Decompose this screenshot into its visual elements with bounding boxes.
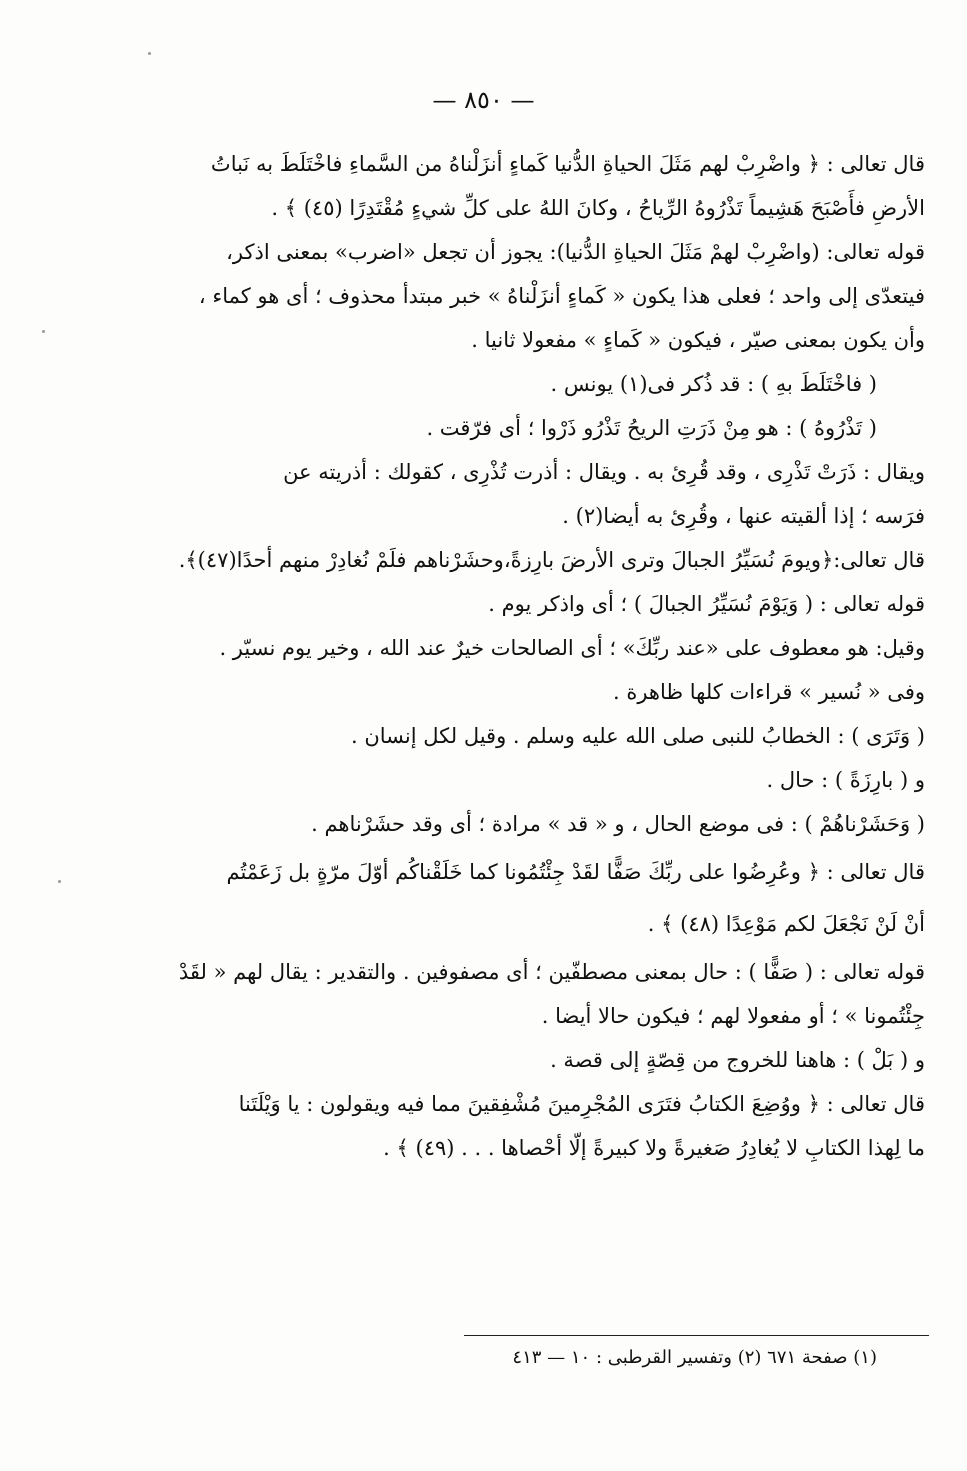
scan-speck bbox=[42, 330, 45, 333]
commentary-line: وقيل: هو معطوف على «عند ربِّكَ» ؛ أى الصالحات خيرٌ عند الله ، وخير يوم نسيّر . bbox=[219, 636, 925, 660]
commentary-line: وفى « نُسير » قراءات كلها ظاهرة . bbox=[612, 680, 925, 704]
commentary-line: وأن يكون بمعنى صيّر ، فيكون « كَماءٍ » مفعولا ثانيا . bbox=[471, 328, 925, 352]
verse-line: قال تعالى : ﴿ وعُرِضُوا على ربِّكَ صَفًّا لقَدْ جِئْتُمُونا كما خَلَقْناكُم أوّلَ مرّةٍ بل زَعَمْتُم bbox=[226, 860, 925, 884]
scan-speck bbox=[58, 880, 61, 883]
verse-line: ما لِهذا الكتابِ لا يُغادِرُ صَغيرةً ولا كبيرةً إلّا أحْصاها . . . (٤٩) ﴾ . bbox=[383, 1136, 925, 1160]
commentary-line: ويقال : ذَرَتْ تَذْرِى ، وقد قُرِئ به . ويقال : أذرت تُذْرِى ، كقولك : أذريته عن bbox=[283, 460, 925, 484]
commentary-line: جِئْتُمونا » ؛ أو مفعولا لهم ؛ فيكون حالا أيضا . bbox=[541, 1004, 925, 1028]
commentary-line: ( وَتَرَى ) : الخطابُ للنبى صلى الله عليه وسلم . وقيل لكل إنسان . bbox=[350, 724, 925, 748]
commentary-line: ( فاخْتَلَطَ بهِ ) : قد ذُكر فى(١) يونس . bbox=[550, 372, 877, 396]
verse-line: أنْ لَنْ نَجْعَلَ لكم مَوْعِدًا (٤٨) ﴾ . bbox=[647, 912, 925, 936]
verse-line: قال تعالى : ﴿ ووُضِعَ الكتابُ فتَرَى المُجْرِمينَ مُشْفِقينَ مما فيه ويقولون : يا وَيْلَتَنا bbox=[238, 1092, 925, 1116]
commentary-line: و ( بَلْ ) : هاهنا للخروج من قِصّةٍ إلى قصة . bbox=[550, 1048, 925, 1072]
commentary-line: و ( بارِزَةً ) : حال . bbox=[766, 768, 925, 792]
scan-speck bbox=[148, 52, 151, 55]
commentary-line: فرَسه ؛ إذا ألقيته عنها ، وقُرِئ به أيضا(٢) . bbox=[562, 504, 925, 528]
verse-line: الأرضِ فأَصْبَحَ هَشِيماً تَذْرُوهُ الرِّياحُ ، وكانَ اللهُ على كلِّ شيءٍ مُقْتَدِرًا (٤٥) ﴾ . bbox=[271, 196, 925, 220]
verse-line: قال تعالى:﴿ويومَ نُسَيِّرُ الجبالَ وترى الأرضَ بارِزةً،وحشَرْناهم فلَمْ نُغادِرْ منهم أحدًا(٤٧)﴾. bbox=[178, 548, 925, 572]
verse-line: قال تعالى : ﴿ واضْرِبْ لهم مَثَلَ الحياةِ الدُّنيا كَماءٍ أنزَلْناهُ من السَّماءِ فاخْتَلَطَ به نَباتُ bbox=[210, 152, 925, 176]
commentary-line: قوله تعالى: (واضْرِبْ لهمْ مَثَلَ الحياةِ الدُّنيا): يجوز أن تجعل «اضرب» بمعنى اذكر، bbox=[226, 240, 925, 264]
main-text bbox=[120, 142, 925, 1170]
page-number: — ٨٥٠ — bbox=[432, 86, 535, 114]
commentary-line: فيتعدّى إلى واحد ؛ فعلى هذا يكون « كَماءٍ أنزَلْناهُ » خبر مبتدأ محذوف ؛ أى هو كماء ، bbox=[198, 284, 925, 308]
commentary-line: ( وَحَشَرْناهُمْ ) : فى موضع الحال ، و « قد » مرادة ؛ أى وقد حشَرْناهم . bbox=[311, 812, 925, 836]
footnotes: (١) صفحة ٦٧١ (٢) وتفسير القرطبى : ١٠ — ٤١٣ bbox=[512, 1347, 877, 1368]
commentary-line: ( تَذْرُوهُ ) : هو مِنْ ذَرَتِ الريحُ تَذْرُو ذَرْوا ؛ أى فرّقت . bbox=[426, 416, 877, 440]
commentary-line: قوله تعالى : ( وَيَوْمَ نُسَيِّرُ الجبالَ ) ؛ أى واذكر يوم . bbox=[488, 592, 925, 616]
footnote-divider bbox=[464, 1335, 929, 1336]
commentary-line: قوله تعالى : ( صَفًّا ) : حال بمعنى مصطفّين ؛ أى مصفوفين . والتقدير : يقال لهم « لقَدْ bbox=[178, 960, 925, 984]
